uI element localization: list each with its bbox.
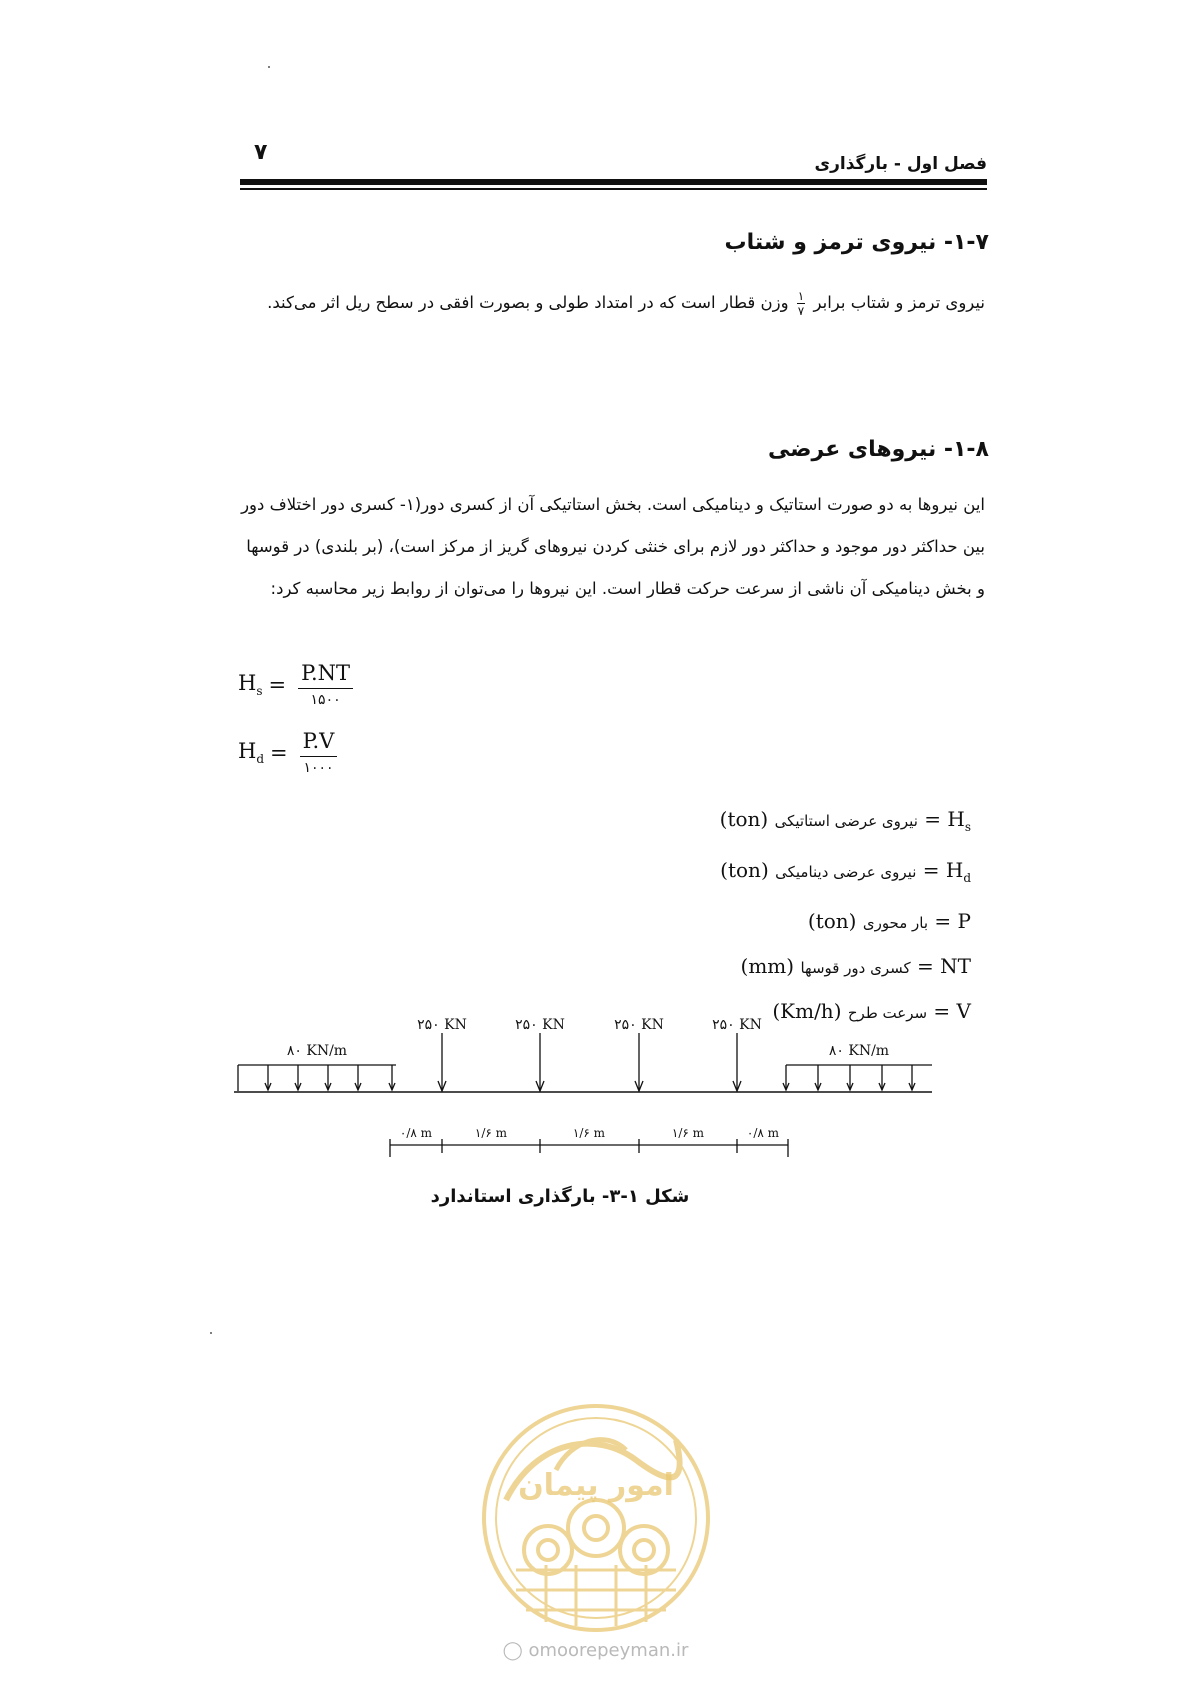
formula-denominator: ۱۵۰۰ (310, 692, 341, 708)
paragraph-lateral-forces: این نیروها به دو صورت استاتیک و دینامیکی است. بخش استاتیکی آن از کسری دور(۱- کسری دور اختلاف دور بین حداکثر دور موجود و حداکثر دور لازم برای خنثی کردن نیروهای گریز از مرکز است)، (بر بلندی) در قوسها و بخش دینامیکی آن ناشی از سرعت حرکت قطار است. این نیروها را می‌توان از روابط زیر محاسبه کرد: (241, 495, 985, 598)
formula-fraction (300, 726, 338, 779)
standard-loading-diagram (232, 995, 942, 1175)
fraction-denominator: ۷ (797, 304, 805, 318)
point-load-arrow (733, 1033, 741, 1091)
point-load-label: ۲۵۰ KN (712, 1017, 762, 1033)
point-load-arrow (635, 1033, 643, 1091)
paragraph-text-after: وزن قطار است که در امتداد طولی و بصورت افقی در سطح ریل اثر می‌کند. (267, 293, 789, 312)
definition-v: V = سرعت طرح (Km/h) (772, 999, 971, 1023)
dimension-label: ۱/۶ m (474, 1126, 508, 1140)
formula-hs (238, 658, 353, 711)
right-distributed-load-label: ۸۰ KN/m (828, 1043, 890, 1059)
dimension-label: ۱/۶ m (572, 1126, 606, 1140)
dimension-line (390, 1139, 788, 1157)
running-head: فصل اول - بارگذاری (814, 154, 987, 174)
formula-numerator: P.V (300, 726, 338, 757)
formula-fraction (298, 658, 353, 711)
paragraph-brake-force (240, 282, 985, 324)
right-distributed-load (783, 1065, 932, 1090)
scan-speck (210, 1332, 212, 1334)
svg-text:امور پیمان: امور پیمان (518, 1468, 674, 1503)
left-distributed-load (238, 1065, 396, 1091)
point-load-label: ۲۵۰ KN (417, 1017, 467, 1033)
fraction-numerator: ۱ (797, 289, 805, 303)
point-load-arrow (438, 1033, 446, 1091)
section-heading-1-7: ۱-۷- نیروی ترمز و شتاب (724, 230, 989, 255)
dimension-label: ۱/۶ m (671, 1126, 705, 1140)
scan-speck (268, 66, 270, 68)
formula-equals: = (270, 740, 288, 765)
point-load-label: ۲۵۰ KN (614, 1017, 664, 1033)
fraction-one-seventh (797, 289, 805, 318)
point-load-label: ۲۵۰ KN (515, 1017, 565, 1033)
formula-hd (238, 726, 337, 779)
header-rule-thin (240, 188, 987, 190)
point-load-arrow (536, 1033, 544, 1091)
definition-hs: $H_s$ = نیروی عرضی استاتیکی (ton) (719, 807, 971, 834)
formula-denominator: ۱۰۰۰ (303, 760, 334, 776)
left-distributed-load-label: ۸۰ KN/m (286, 1043, 348, 1059)
page-number: ۷ (254, 140, 268, 165)
figure-caption: شکل ۱-۳- بارگذاری استاندارد (430, 1186, 690, 1207)
definition-hd: $H_d$ = نیروی عرضی دینامیکی (ton) (720, 858, 971, 885)
formula-numerator: P.NT (298, 658, 353, 689)
formula-lhs: $H_d$ (238, 738, 265, 767)
section-heading-1-8: ۱-۸- نیروهای عرضی (768, 437, 989, 462)
definition-p: P = بار محوری (ton) (807, 909, 971, 933)
paragraph-text-before: نیروی ترمز و شتاب برابر (813, 293, 985, 312)
watermark-url: ◯ omoorepeyman.ir (502, 1640, 689, 1661)
definition-nt: NT = کسری دور قوسها (mm) (740, 954, 971, 978)
watermark-seal-logo (476, 1400, 716, 1636)
formula-lhs: $H_s$ (238, 670, 263, 699)
dimension-label: ۰/۸ m (746, 1126, 780, 1140)
header-rule-thick (240, 179, 987, 185)
formula-equals: = (268, 672, 287, 697)
dimension-label: ۰/۸ m (399, 1126, 433, 1140)
